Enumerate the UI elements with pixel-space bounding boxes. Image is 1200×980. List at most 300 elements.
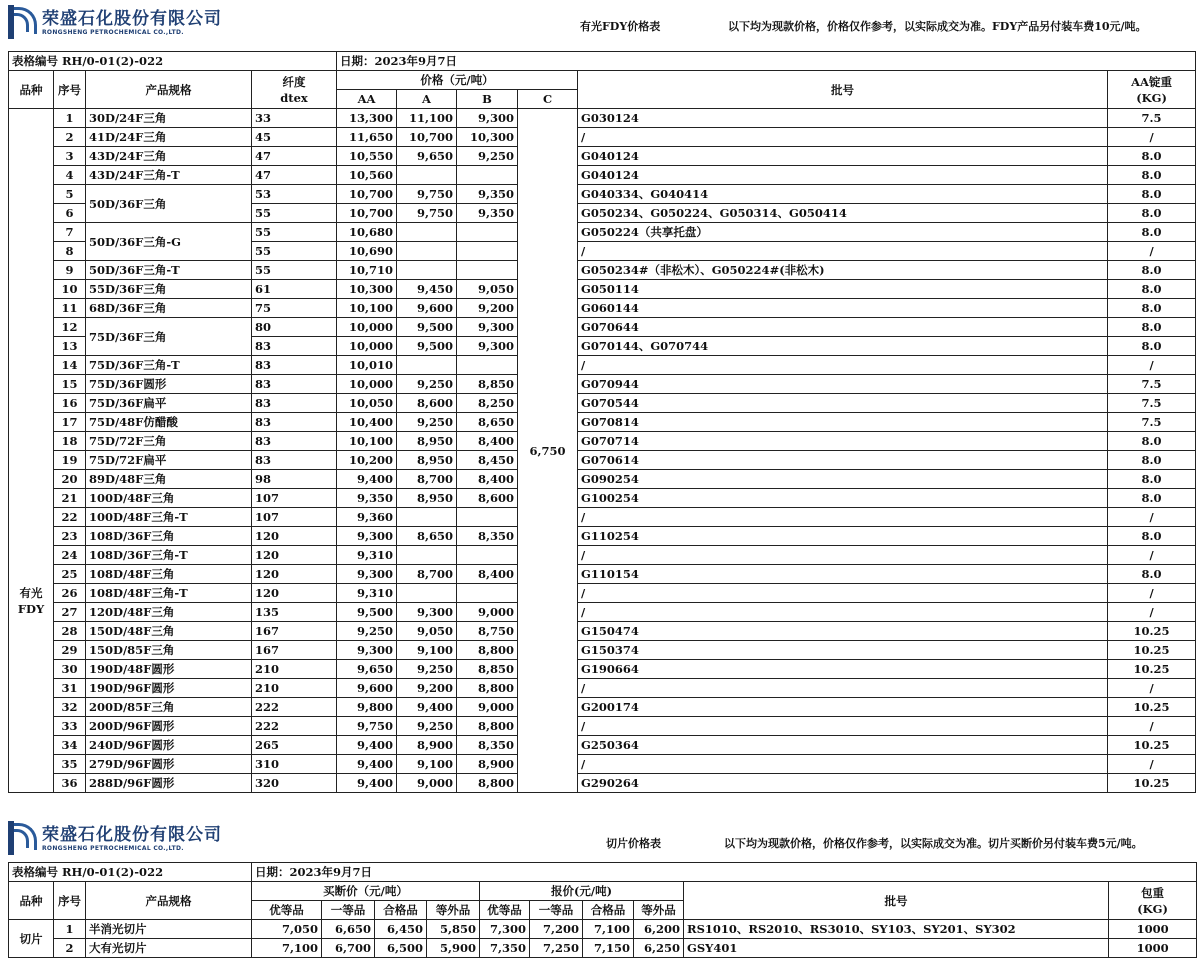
seq-cell: 5	[54, 185, 86, 204]
table-row	[9, 223, 1196, 242]
batch-cell: G070144、G070744	[578, 337, 1108, 356]
price-aa-cell: 10,300	[337, 280, 397, 299]
weight-cell: 8.0	[1108, 299, 1196, 318]
seq-cell: 23	[54, 527, 86, 546]
seq-cell: 19	[54, 451, 86, 470]
batch-cell: G030124	[578, 109, 1108, 128]
price-a-cell: 8,700	[397, 565, 457, 584]
table-row	[9, 565, 1196, 584]
spec-cell: 半消光切片	[86, 920, 252, 939]
price-a-cell: 9,500	[397, 337, 457, 356]
seq-cell: 30	[54, 660, 86, 679]
header-quote-g3: 合格品	[583, 901, 634, 920]
weight-cell: 7.5	[1108, 413, 1196, 432]
batch-cell: G290264	[578, 774, 1108, 793]
spec-cell: 大有光切片	[86, 939, 252, 958]
price-b-cell: 8,400	[457, 565, 518, 584]
price-b-cell: 8,350	[457, 527, 518, 546]
table-row	[9, 147, 1196, 166]
price-b-cell: 8,750	[457, 622, 518, 641]
price-aa-cell: 9,310	[337, 546, 397, 565]
spec-cell: 75D/72F扁平	[86, 451, 252, 470]
price-aa-cell: 10,000	[337, 318, 397, 337]
weight-cell: 10.25	[1108, 736, 1196, 755]
spec-cell: 75D/72F三角	[86, 432, 252, 451]
seq-cell: 16	[54, 394, 86, 413]
header-weight-unit: (KG)	[1137, 901, 1168, 916]
seq-cell: 24	[54, 546, 86, 565]
spec-cell: 30D/24F三角	[86, 109, 252, 128]
price-a-cell: 9,100	[397, 755, 457, 774]
weight-cell: 8.0	[1108, 166, 1196, 185]
weight-cell: /	[1108, 679, 1196, 698]
batch-cell: RS1010、RS2010、RS3010、SY103、SY201、SY302	[684, 920, 1109, 939]
header-denier-unit: dtex	[280, 90, 308, 105]
seq-cell: 4	[54, 166, 86, 185]
price-a-cell: 9,250	[397, 413, 457, 432]
batch-cell: /	[578, 584, 1108, 603]
spec-cell: 190D/96F圆形	[86, 679, 252, 698]
table-row	[9, 280, 1196, 299]
table-row	[9, 261, 1196, 280]
seq-cell: 15	[54, 375, 86, 394]
price-b-cell: 9,000	[457, 603, 518, 622]
price-aa-cell: 10,010	[337, 356, 397, 375]
spec-cell: 43D/24F三角-T	[86, 166, 252, 185]
seq-cell: 29	[54, 641, 86, 660]
header-buyout-g2: 一等品	[322, 901, 375, 920]
dtex-cell: 222	[252, 717, 337, 736]
company-name-en: RONGSHENG PETROCHEMICAL CO.,LTD.	[42, 844, 184, 852]
quote-price-cell: 6,200	[634, 920, 684, 939]
batch-cell: G050234#（非松木）、G050224#(非松木)	[578, 261, 1108, 280]
header-quote-g2: 一等品	[530, 901, 583, 920]
spec-cell: 75D/48F仿醋酸	[86, 413, 252, 432]
seq-cell: 27	[54, 603, 86, 622]
table-row	[9, 470, 1196, 489]
spec-cell: 279D/96F圆形	[86, 755, 252, 774]
price-a-cell: 9,050	[397, 622, 457, 641]
seq-cell: 34	[54, 736, 86, 755]
spec-cell: 100D/48F三角-T	[86, 508, 252, 527]
dtex-cell: 222	[252, 698, 337, 717]
spec-cell: 41D/24F三角	[86, 128, 252, 147]
price-aa-cell: 9,400	[337, 774, 397, 793]
price-b-cell	[457, 584, 518, 603]
spec-cell: 75D/36F三角	[86, 318, 252, 356]
buyout-price-cell: 5,900	[427, 939, 480, 958]
quote-price-cell: 7,350	[480, 939, 530, 958]
seq-cell: 3	[54, 147, 86, 166]
seq-cell: 18	[54, 432, 86, 451]
header-seq: 序号	[54, 71, 86, 109]
dtex-cell: 107	[252, 489, 337, 508]
seq-cell: 35	[54, 755, 86, 774]
logo-mark-icon	[8, 821, 36, 855]
price-b-cell: 8,400	[457, 470, 518, 489]
price-b-cell: 8,350	[457, 736, 518, 755]
price-aa-cell: 10,050	[337, 394, 397, 413]
buyout-price-cell: 5,850	[427, 920, 480, 939]
table-row	[9, 679, 1196, 698]
dtex-cell: 210	[252, 679, 337, 698]
price-aa-cell: 9,400	[337, 755, 397, 774]
batch-cell: G070614	[578, 451, 1108, 470]
header-seq: 序号	[54, 882, 86, 920]
table-row	[9, 413, 1196, 432]
table-row	[9, 128, 1196, 147]
price-aa-cell: 10,100	[337, 299, 397, 318]
price-b-cell: 9,000	[457, 698, 518, 717]
fdy-price-table	[8, 51, 1196, 793]
table-row	[9, 508, 1196, 527]
price-b-cell: 8,800	[457, 679, 518, 698]
seq-cell: 21	[54, 489, 86, 508]
seq-cell: 25	[54, 565, 86, 584]
table-row	[9, 584, 1196, 603]
spec-cell: 108D/36F三角	[86, 527, 252, 546]
seq-cell: 36	[54, 774, 86, 793]
dtex-cell: 45	[252, 128, 337, 147]
dtex-cell: 83	[252, 356, 337, 375]
batch-cell: G040124	[578, 166, 1108, 185]
header-weight-unit: (KG)	[1136, 90, 1167, 105]
header-weight-label: AA锭重	[1131, 74, 1172, 89]
header-spec: 产品规格	[86, 71, 252, 109]
price-a-cell: 8,950	[397, 489, 457, 508]
table-row	[9, 375, 1196, 394]
header-buyout-g1: 优等品	[252, 901, 322, 920]
spec-cell: 288D/96F圆形	[86, 774, 252, 793]
spec-cell: 108D/48F三角-T	[86, 584, 252, 603]
dtex-cell: 83	[252, 413, 337, 432]
buyout-price-cell: 6,700	[322, 939, 375, 958]
price-b-cell: 9,300	[457, 337, 518, 356]
price-a-cell: 9,400	[397, 698, 457, 717]
batch-cell: G110254	[578, 527, 1108, 546]
spec-cell: 68D/36F三角	[86, 299, 252, 318]
price-aa-cell: 10,690	[337, 242, 397, 261]
header-variety: 品种	[9, 882, 54, 920]
price-aa-cell: 10,550	[337, 147, 397, 166]
dtex-cell: 98	[252, 470, 337, 489]
table-row	[9, 622, 1196, 641]
price-a-cell: 8,600	[397, 394, 457, 413]
price-a-cell: 8,700	[397, 470, 457, 489]
price-aa-cell: 11,650	[337, 128, 397, 147]
batch-cell: G050224（共享托盘）	[578, 223, 1108, 242]
header-grade-aa: AA	[337, 90, 397, 109]
chip-price-table	[8, 862, 1197, 958]
company-name-cn: 荣盛石化股份有限公司	[42, 824, 222, 845]
dtex-cell: 53	[252, 185, 337, 204]
batch-cell: G070944	[578, 375, 1108, 394]
batch-cell: /	[578, 242, 1108, 261]
price-b-cell: 9,300	[457, 318, 518, 337]
buyout-price-cell: 7,100	[252, 939, 322, 958]
price-aa-cell: 9,310	[337, 584, 397, 603]
price-a-cell: 9,650	[397, 147, 457, 166]
price-a-cell	[397, 223, 457, 242]
header-spec: 产品规格	[86, 882, 252, 920]
price-b-cell: 8,900	[457, 755, 518, 774]
table-row	[9, 755, 1196, 774]
price-aa-cell: 10,100	[337, 432, 397, 451]
table-row	[9, 185, 1196, 204]
price-aa-cell: 9,250	[337, 622, 397, 641]
weight-cell: 1000	[1109, 939, 1197, 958]
price-a-cell: 9,100	[397, 641, 457, 660]
price-b-cell: 8,800	[457, 774, 518, 793]
fdy-table-title: 有光FDY价格表	[580, 20, 661, 33]
price-aa-cell: 9,350	[337, 489, 397, 508]
batch-cell: G150474	[578, 622, 1108, 641]
weight-cell: 8.0	[1108, 185, 1196, 204]
price-aa-cell: 9,600	[337, 679, 397, 698]
price-b-cell: 8,800	[457, 641, 518, 660]
dtex-cell: 210	[252, 660, 337, 679]
table-row	[9, 356, 1196, 375]
price-a-cell	[397, 166, 457, 185]
dtex-cell: 120	[252, 527, 337, 546]
batch-cell: G110154	[578, 565, 1108, 584]
variety-cell	[9, 109, 54, 793]
batch-cell: G200174	[578, 698, 1108, 717]
header-grade-c: C	[518, 90, 578, 109]
price-aa-cell: 9,300	[337, 565, 397, 584]
batch-cell: G250364	[578, 736, 1108, 755]
price-a-cell: 8,950	[397, 451, 457, 470]
price-b-cell: 8,800	[457, 717, 518, 736]
table-date: 日期：2023年9月7日	[337, 52, 1196, 71]
weight-cell: 8.0	[1108, 147, 1196, 166]
batch-cell: /	[578, 755, 1108, 774]
header-grade-b: B	[457, 90, 518, 109]
form-number: 表格编号 RH/0-01(2)-022	[9, 863, 252, 882]
spec-cell: 75D/36F圆形	[86, 375, 252, 394]
batch-cell: /	[578, 717, 1108, 736]
seq-cell: 8	[54, 242, 86, 261]
header-weight	[1108, 71, 1196, 109]
price-a-cell	[397, 356, 457, 375]
price-a-cell: 8,900	[397, 736, 457, 755]
price-aa-cell: 9,360	[337, 508, 397, 527]
price-a-cell: 10,700	[397, 128, 457, 147]
seq-cell: 2	[54, 128, 86, 147]
dtex-cell: 265	[252, 736, 337, 755]
table-row	[9, 109, 1196, 128]
table-row	[9, 451, 1196, 470]
header-denier-label: 纤度	[282, 74, 306, 89]
price-aa-cell: 9,750	[337, 717, 397, 736]
seq-cell: 20	[54, 470, 86, 489]
seq-cell: 10	[54, 280, 86, 299]
price-aa-cell: 10,400	[337, 413, 397, 432]
price-a-cell	[397, 546, 457, 565]
price-a-cell: 9,000	[397, 774, 457, 793]
price-a-cell	[397, 584, 457, 603]
spec-cell: 55D/36F三角	[86, 280, 252, 299]
price-b-cell: 8,250	[457, 394, 518, 413]
seq-cell: 1	[54, 109, 86, 128]
dtex-cell: 120	[252, 584, 337, 603]
spec-cell: 150D/85F三角	[86, 641, 252, 660]
price-b-cell: 9,050	[457, 280, 518, 299]
seq-cell: 22	[54, 508, 86, 527]
quote-price-cell: 7,250	[530, 939, 583, 958]
spec-cell: 200D/96F圆形	[86, 717, 252, 736]
weight-cell: /	[1108, 508, 1196, 527]
dtex-cell: 167	[252, 641, 337, 660]
price-aa-cell: 9,800	[337, 698, 397, 717]
weight-cell: /	[1108, 755, 1196, 774]
weight-cell: /	[1108, 356, 1196, 375]
chip-table-title: 切片价格表	[606, 837, 661, 850]
price-a-cell: 8,650	[397, 527, 457, 546]
buyout-price-cell: 6,500	[375, 939, 427, 958]
price-aa-cell: 10,700	[337, 185, 397, 204]
price-b-cell: 9,300	[457, 109, 518, 128]
price-a-cell: 9,250	[397, 375, 457, 394]
price-a-cell: 9,200	[397, 679, 457, 698]
weight-cell: 8.0	[1108, 489, 1196, 508]
price-b-cell	[457, 223, 518, 242]
buyout-price-cell: 6,650	[322, 920, 375, 939]
weight-cell: 8.0	[1108, 280, 1196, 299]
batch-cell: /	[578, 603, 1108, 622]
price-aa-cell: 10,710	[337, 261, 397, 280]
weight-cell: 8.0	[1108, 470, 1196, 489]
price-b-cell: 9,350	[457, 185, 518, 204]
price-b-cell	[457, 356, 518, 375]
price-c-cell: 6,750	[518, 109, 578, 793]
spec-cell: 75D/36F扁平	[86, 394, 252, 413]
weight-cell: 7.5	[1108, 109, 1196, 128]
header-price: 价格（元/吨）	[337, 71, 578, 90]
weight-cell: 8.0	[1108, 565, 1196, 584]
batch-cell: G070714	[578, 432, 1108, 451]
spec-cell: 200D/85F三角	[86, 698, 252, 717]
header-buyout-price: 买断价（元/吨）	[252, 882, 480, 901]
price-aa-cell: 13,300	[337, 109, 397, 128]
table-row	[9, 489, 1196, 508]
batch-cell: G050234、G050224、G050314、G050414	[578, 204, 1108, 223]
seq-cell: 12	[54, 318, 86, 337]
batch-cell: G190664	[578, 660, 1108, 679]
price-b-cell	[457, 166, 518, 185]
price-a-cell: 9,600	[397, 299, 457, 318]
weight-cell: 8.0	[1108, 204, 1196, 223]
company-logo-chip	[8, 820, 222, 856]
dtex-cell: 167	[252, 622, 337, 641]
weight-cell: 10.25	[1108, 698, 1196, 717]
header-grade-a: A	[397, 90, 457, 109]
price-aa-cell: 10,680	[337, 223, 397, 242]
company-name-en: RONGSHENG PETROCHEMICAL CO.,LTD.	[42, 28, 184, 36]
price-b-cell: 9,250	[457, 147, 518, 166]
price-aa-cell: 10,000	[337, 375, 397, 394]
spec-cell: 120D/48F三角	[86, 603, 252, 622]
weight-cell: /	[1108, 717, 1196, 736]
variety-label: 有光	[19, 585, 43, 600]
price-a-cell: 9,500	[397, 318, 457, 337]
weight-cell: /	[1108, 603, 1196, 622]
price-a-cell: 9,250	[397, 717, 457, 736]
price-a-cell: 9,300	[397, 603, 457, 622]
dtex-cell: 83	[252, 394, 337, 413]
table-row	[9, 698, 1196, 717]
quote-price-cell: 7,150	[583, 939, 634, 958]
seq-cell: 9	[54, 261, 86, 280]
dtex-cell: 107	[252, 508, 337, 527]
dtex-cell: 55	[252, 204, 337, 223]
header-variety: 品种	[9, 71, 54, 109]
spec-cell: 75D/36F三角-T	[86, 356, 252, 375]
batch-cell: G040124	[578, 147, 1108, 166]
weight-cell: 8.0	[1108, 337, 1196, 356]
seq-cell: 32	[54, 698, 86, 717]
price-aa-cell: 9,400	[337, 470, 397, 489]
spec-cell: 190D/48F圆形	[86, 660, 252, 679]
price-b-cell	[457, 242, 518, 261]
weight-cell: 10.25	[1108, 641, 1196, 660]
price-b-cell	[457, 546, 518, 565]
fdy-table-note: 以下均为现款价格，价格仅作参考，以实际成交为准。FDY产品另付装车费10元/吨。	[728, 20, 1147, 33]
company-name-cn: 荣盛石化股份有限公司	[42, 8, 222, 29]
weight-cell: 10.25	[1108, 774, 1196, 793]
company-logo	[8, 4, 222, 40]
spec-cell: 240D/96F圆形	[86, 736, 252, 755]
price-a-cell: 9,250	[397, 660, 457, 679]
spec-cell: 108D/48F三角	[86, 565, 252, 584]
batch-cell: G070644	[578, 318, 1108, 337]
seq-cell: 17	[54, 413, 86, 432]
price-a-cell: 11,100	[397, 109, 457, 128]
dtex-cell: 83	[252, 451, 337, 470]
table-row	[9, 299, 1196, 318]
spec-cell: 50D/36F三角	[86, 185, 252, 223]
weight-cell: 10.25	[1108, 660, 1196, 679]
batch-cell: GSY401	[684, 939, 1109, 958]
price-b-cell: 9,200	[457, 299, 518, 318]
price-a-cell: 9,750	[397, 204, 457, 223]
quote-price-cell: 7,100	[583, 920, 634, 939]
dtex-cell: 55	[252, 223, 337, 242]
dtex-cell: 61	[252, 280, 337, 299]
weight-cell: /	[1108, 546, 1196, 565]
spec-cell: 100D/48F三角	[86, 489, 252, 508]
batch-cell: G060144	[578, 299, 1108, 318]
price-b-cell: 8,850	[457, 375, 518, 394]
header-quote-g1: 优等品	[480, 901, 530, 920]
spec-cell: 50D/36F三角-G	[86, 223, 252, 261]
weight-cell: 8.0	[1108, 223, 1196, 242]
header-weight	[1109, 882, 1197, 920]
dtex-cell: 75	[252, 299, 337, 318]
dtex-cell: 47	[252, 166, 337, 185]
price-a-cell	[397, 508, 457, 527]
seq-cell: 14	[54, 356, 86, 375]
price-aa-cell: 9,300	[337, 527, 397, 546]
weight-cell: 8.0	[1108, 432, 1196, 451]
price-aa-cell: 10,000	[337, 337, 397, 356]
logo-mark-icon	[8, 5, 36, 39]
seq-cell: 2	[54, 939, 86, 958]
batch-cell: G070814	[578, 413, 1108, 432]
header-batch: 批号	[578, 71, 1108, 109]
table-row	[9, 920, 1197, 939]
variety-cell: 切片	[9, 920, 54, 958]
